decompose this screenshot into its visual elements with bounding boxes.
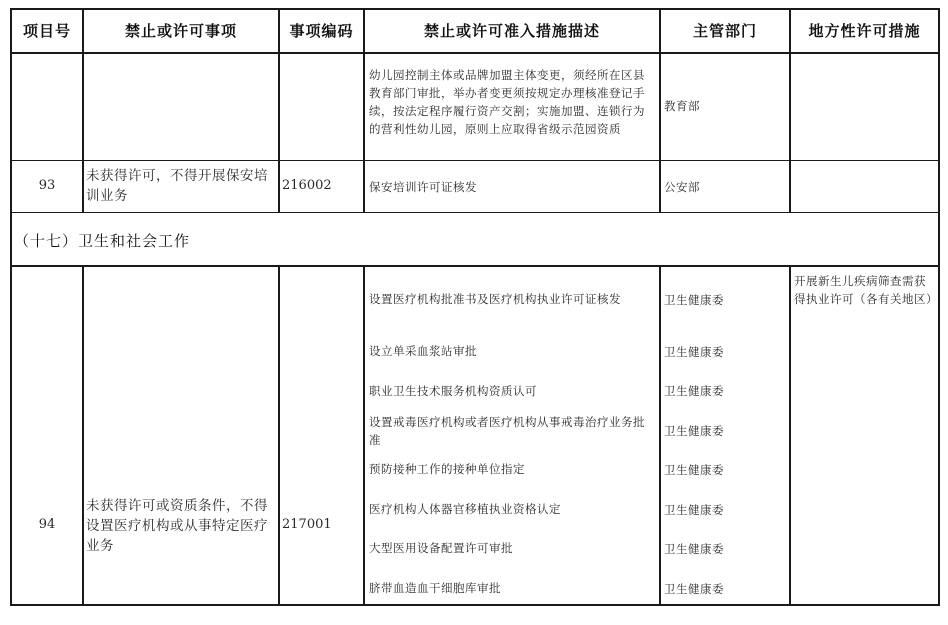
measure-3-department: 卫生健康委 — [664, 384, 724, 398]
header-item-code: 事项编码 — [289, 21, 354, 40]
header-department: 主管部门 — [692, 21, 757, 40]
measure-6-description: 医疗机构人体器官移植执业资格认定 — [369, 502, 561, 516]
row-93-code: 216002 — [282, 178, 332, 193]
row-divider-93-bottom — [10, 212, 940, 213]
measure-7-description: 大型医用设备配置许可审批 — [369, 541, 513, 555]
measure-4-description: 设置戒毒医疗机构或者医疗机构从事戒毒治疗业务批准 — [369, 415, 645, 447]
measure-3-description: 职业卫生技术服务机构资质认可 — [369, 384, 537, 398]
measure-6-department: 卫生健康委 — [664, 503, 724, 517]
col-divider-5b — [789, 265, 791, 605]
prev-row-department: 教育部 — [664, 99, 700, 113]
row-94-local-measure: 开展新生儿疾病筛查需获得执业许可（各有关地区） — [794, 274, 938, 306]
row-94-code: 217001 — [282, 517, 332, 532]
row-93-id: 93 — [38, 178, 56, 193]
measure-5-description: 预防接种工作的接种单位指定 — [369, 462, 525, 476]
row-divider-93-top — [10, 160, 940, 161]
measure-7-department: 卫生健康委 — [664, 542, 724, 556]
table-border-bottom — [10, 604, 940, 606]
col-divider-1b — [82, 265, 84, 605]
header-local-measures: 地方性许可措施 — [808, 21, 921, 40]
header-item-id: 项目号 — [22, 21, 71, 40]
row-93-description: 保安培训许可证核发 — [369, 180, 477, 194]
row-93-item: 未获得许可，不得开展保安培训业务 — [86, 168, 268, 204]
measure-2-description: 设立单采血浆站审批 — [369, 344, 477, 358]
row-93-department: 公安部 — [664, 180, 700, 194]
measure-1-department: 卫生健康委 — [664, 293, 724, 307]
measure-4-department: 卫生健康委 — [664, 424, 724, 438]
header-divider — [10, 52, 940, 54]
measure-2-department: 卫生健康委 — [664, 345, 724, 359]
row-94-id: 94 — [38, 517, 56, 532]
table-border-left — [10, 8, 12, 605]
measure-8-department: 卫生健康委 — [664, 582, 724, 596]
col-divider-3b — [363, 265, 365, 605]
col-divider-2b — [278, 265, 280, 605]
col-divider-4b — [659, 265, 661, 605]
row-94-item: 未获得许可或资质条件，不得设置医疗机构或从事特定医疗业务 — [86, 498, 268, 554]
header-item-name: 禁止或许可事项 — [124, 21, 237, 40]
measure-5-department: 卫生健康委 — [664, 463, 724, 477]
table-border-right — [938, 8, 940, 605]
section-title: （十七）卫生和社会工作 — [14, 232, 191, 250]
section-divider — [10, 265, 940, 267]
measure-8-description: 脐带血造血干细胞库审批 — [369, 581, 501, 595]
header-measure-desc: 禁止或许可准入措施描述 — [423, 21, 600, 40]
measure-1-description: 设置医疗机构批准书及医疗机构执业许可证核发 — [369, 292, 621, 306]
prev-row-description: 幼儿园控制主体或品牌加盟主体变更，须经所在区县教育部门审批，举办者变更须按规定办理核准登记手续，按法定程序履行资产交割；实施加盟、连锁行为的营利性幼儿园，原则上应取得省级示范园资质 — [369, 68, 645, 136]
